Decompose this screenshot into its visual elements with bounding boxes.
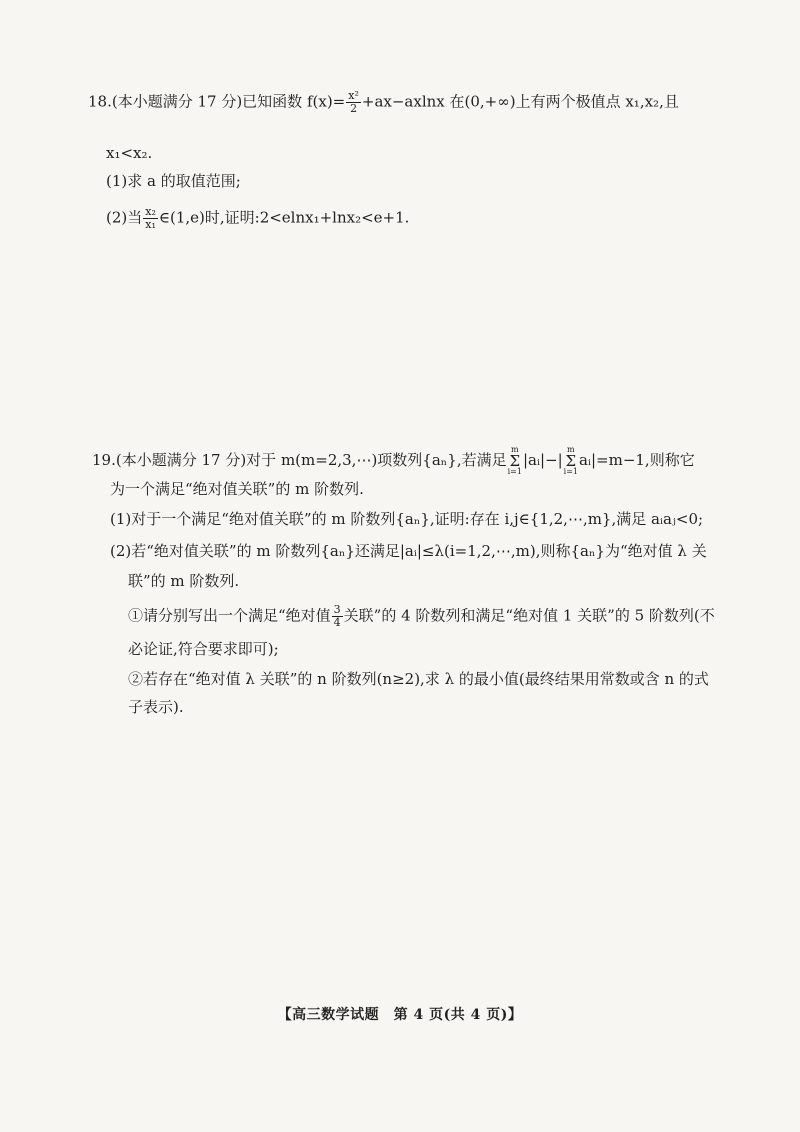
- sum-upper: m: [510, 445, 519, 454]
- q18-function-rest: +ax−axlnx 在(0,+∞)上有两个极值点 x₁,x₂,且: [361, 92, 679, 111]
- q19-sub-1-line-2: 必论证,符合要求即可);: [128, 640, 279, 658]
- q18-fraction-x2-over-x1: [143, 206, 158, 231]
- sum-symbol-1: [508, 446, 522, 476]
- q19-fraction-3-over-4: [332, 604, 343, 629]
- q19-sub-1-line-1: [128, 604, 715, 629]
- q19-intro: 19.(本小题满分 17 分)对于 m(m=2,3,⋯)项数列{aₙ},若满足: [92, 451, 507, 469]
- q19-part-2-line-1: (2)若“绝对值关联”的 m 阶数列{aₙ}还满足|aᵢ|≤λ(i=1,2,⋯,m),则称{aₙ}为“绝对值 λ 关: [110, 542, 707, 560]
- q18-part-2-claim: ∈(1,e)时,证明:2<elnx₁+lnx₂<e+1.: [158, 208, 410, 227]
- q18-part-2: [106, 206, 409, 231]
- fraction-denominator: x₁: [145, 218, 156, 231]
- q19-sub-1-prefix: ①请分别写出一个满足“绝对值: [128, 606, 331, 625]
- q18-line-1: [88, 90, 679, 115]
- sigma-glyph: Σ: [509, 452, 521, 470]
- sum-upper: m: [567, 445, 575, 454]
- q19-sub-1-rest: 关联”的 4 阶数列和满足“绝对值 1 关联”的 5 阶数列(不: [343, 606, 715, 625]
- sum-lower: i=1: [563, 467, 579, 476]
- fraction-numerator: 3: [333, 603, 341, 616]
- q19-sub-2-line-1: ②若存在“绝对值 λ 关联”的 n 阶数列(n≥2),求 λ 的最小值(最终结果用常数或含 n 的式: [128, 670, 709, 688]
- sum-lower: i=1: [507, 467, 522, 476]
- q19-abs-part-1: |aᵢ|−|: [522, 451, 563, 469]
- q19-line-2: 为一个满足“绝对值关联”的 m 阶数列.: [110, 480, 364, 498]
- sigma-glyph: Σ: [565, 452, 577, 470]
- q18-line-2: x₁<x₂.: [106, 144, 153, 162]
- fraction-denominator: 2: [350, 102, 358, 115]
- fraction-numerator: x²: [348, 89, 359, 102]
- q19-part-2-line-2: 联”的 m 阶数列.: [128, 572, 240, 590]
- sum-symbol-2: [564, 446, 578, 476]
- q19-abs-part-2: aᵢ|=m−1,则称它: [579, 451, 695, 469]
- fraction-denominator: 4: [333, 616, 341, 629]
- q18-fraction-x2-over-2: [346, 90, 361, 115]
- q18-intro: 18.(本小题满分 17 分)已知函数 f(x)=: [88, 92, 346, 111]
- q19-part-1: (1)对于一个满足“绝对值关联”的 m 阶数列{aₙ},证明:存在 i,j∈{1,2,⋯,m},满足 aᵢaⱼ<0;: [110, 510, 704, 528]
- q19-line-1: [92, 446, 695, 476]
- q18-part-1: (1)求 a 的取值范围;: [106, 172, 241, 190]
- q18-part-2-prefix: (2)当: [106, 208, 143, 227]
- fraction-numerator: x₂: [145, 205, 156, 218]
- page-footer: 【高三数学试题 第 4 页(共 4 页)】: [277, 1007, 523, 1023]
- q19-sub-2-line-2: 子表示).: [128, 698, 184, 716]
